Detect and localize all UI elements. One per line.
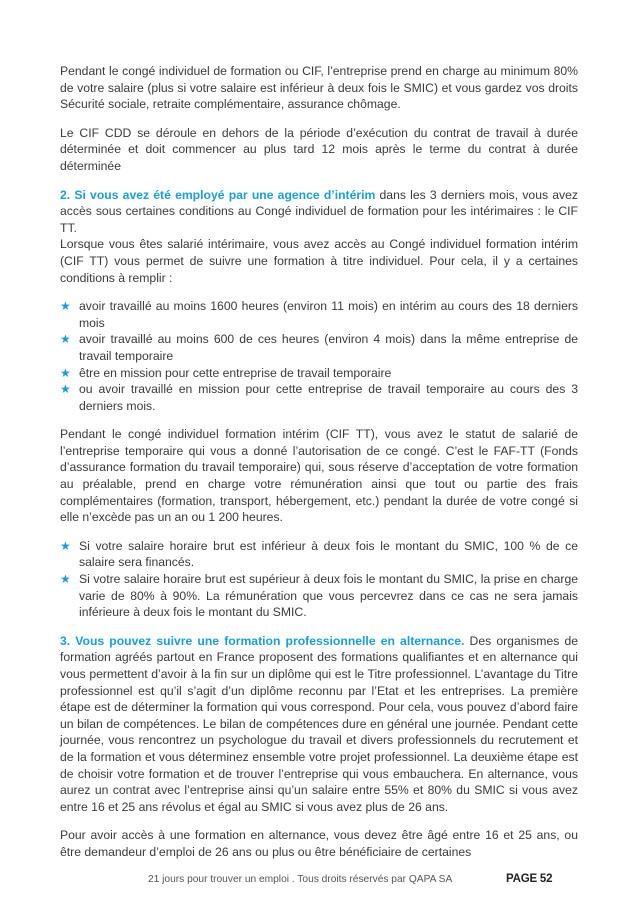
star-bullet-icon: ★ [60,365,71,380]
section-alternance-text: Des organismes de formation agréés partout en France proposent des formations qualifiantes et en alternance qui vous permettent d’avoir à la fin sur un diplôme qui est le Titre professionnel. L’avantage du Titre professionnel est qu’il s’agit d’un diplôme reconnu par l’Etat et les entreprises. La première étape est de déterminer la formation qui vous correspond. Pour cela, vous pouvez d’abord faire un bilan de compétences. Le bilan de compétences dure en général une journée. Pendant cette journée, vous rencontrez un psychologue du travail et divers professionnels du recrutement et de la formation et vous déterminez ensemble votre projet professionnel. La deuxième étape est de choisir votre formation et de trouver l’entreprise qui vous embauchera. En alternance, vous aurez un contrat avec l’entreprise ainsi qu’un salaire entre 55% et 80% du SMIC si vous avez entre 16 et 25 ans révolus et égal au SMIC si vous avez plus de 26 ans. [60,633,579,814]
paragraph-cif-tt: Lorsque vous êtes salarié intérimaire, vous avez accès au Congé individuel formation intérim (CIF TT) vous permet de suivre une formation à titre individuel. Pour cela, il y a certaines conditions à remplir : [60,237,578,285]
list-item: ★ Si votre salaire horaire brut est supérieur à deux fois le montant du SMIC, la prise en charge varie de 80% à 90%. La rémunération que vous percevrez dans ce cas ne sera jamais inférieure à deux fois le montant du SMIC. [60,572,578,620]
paragraph-cif-salary: Pendant le congé individuel de formation ou CIF, l’entreprise prend en charge au minimum 80% de votre salaire (plus si votre salaire est inférieur à deux fois le SMIC) et vous gardez vos droits Sécurité sociale, retraite complémentaire, assurance chômage. [60,64,578,112]
page-content [60,63,578,873]
paragraph-faf-tt: Pendant le congé individuel formation intérim (CIF TT), vous avez le statut de salarié de l’entreprise temporaire qui vous a donné l’autorisation de ce congé. C’est le FAF-TT (Fonds d’assurance formation du travail temporaire) qui, sous réserve d’acceptation de votre formation au préalable, prend en charge votre rémunération ainsi que tout ou partie des frais complémentaires (formation, transport, hébergement, etc.) pendant la durée de votre congé si elle n’excède pas un an ou 1 200 heures. [60,427,578,525]
section-interim-intro: dans les 3 derniers mois, vous avez accès sous certaines conditions au Congé individuel de formation pour les intérimaires : le CIF TT. [60,187,579,235]
list-item: ★ avoir travaillé au moins 600 de ces heures (environ 4 mois) dans la même entreprise de travail temporaire [60,332,578,363]
star-bullet-icon: ★ [60,572,71,587]
star-bullet-icon: ★ [60,299,71,314]
star-bullet-icon: ★ [60,332,71,347]
section-heading-alternance: 3. Vous pouvez suivre une formation professionnelle en alternance. [60,633,465,648]
list-item: ★ avoir travaillé au moins 1600 heures (environ 11 mois) en intérim au cours des 18 derniers mois [60,299,578,330]
page-number: PAGE 52 [506,873,553,885]
paragraph-cif-cdd: Le CIF CDD se déroule en dehors de la période d’exécution du contrat de travail à durée déterminée et doit commencer au plus tard 12 mois après le terme du contrat à durée déterminée [60,125,578,173]
star-bullet-icon: ★ [60,538,71,553]
list-item: ★ Si votre salaire horaire brut est inférieur à deux fois le montant du SMIC, 100 % de ce salaire sera financés. [60,538,578,570]
section-alternance [60,633,578,816]
salary-list [60,538,578,621]
section-heading-interim: 2. Si vous avez été employé par une agence d’intérim [60,187,376,202]
paragraph-alternance-access: Pour avoir accès à une formation en alternance, vous devez être âgé entre 16 et 25 ans, ou être demandeur d’emploi de 26 ans ou plus ou être bénéficiaire de certaines [60,828,578,859]
list-item: ★ ou avoir travaillé en mission pour cette entreprise de travail temporaire au cours des 3 derniers mois. [60,382,578,413]
conditions-list [60,298,578,414]
footer-copyright: 21 jours pour trouver un emploi . Tous droits réservés par QAPA SA [148,874,453,885]
list-item: ★ être en mission pour cette entreprise de travail temporaire [60,365,392,380]
section-interim [60,187,578,237]
page-footer [0,874,638,890]
star-bullet-icon: ★ [60,382,71,397]
